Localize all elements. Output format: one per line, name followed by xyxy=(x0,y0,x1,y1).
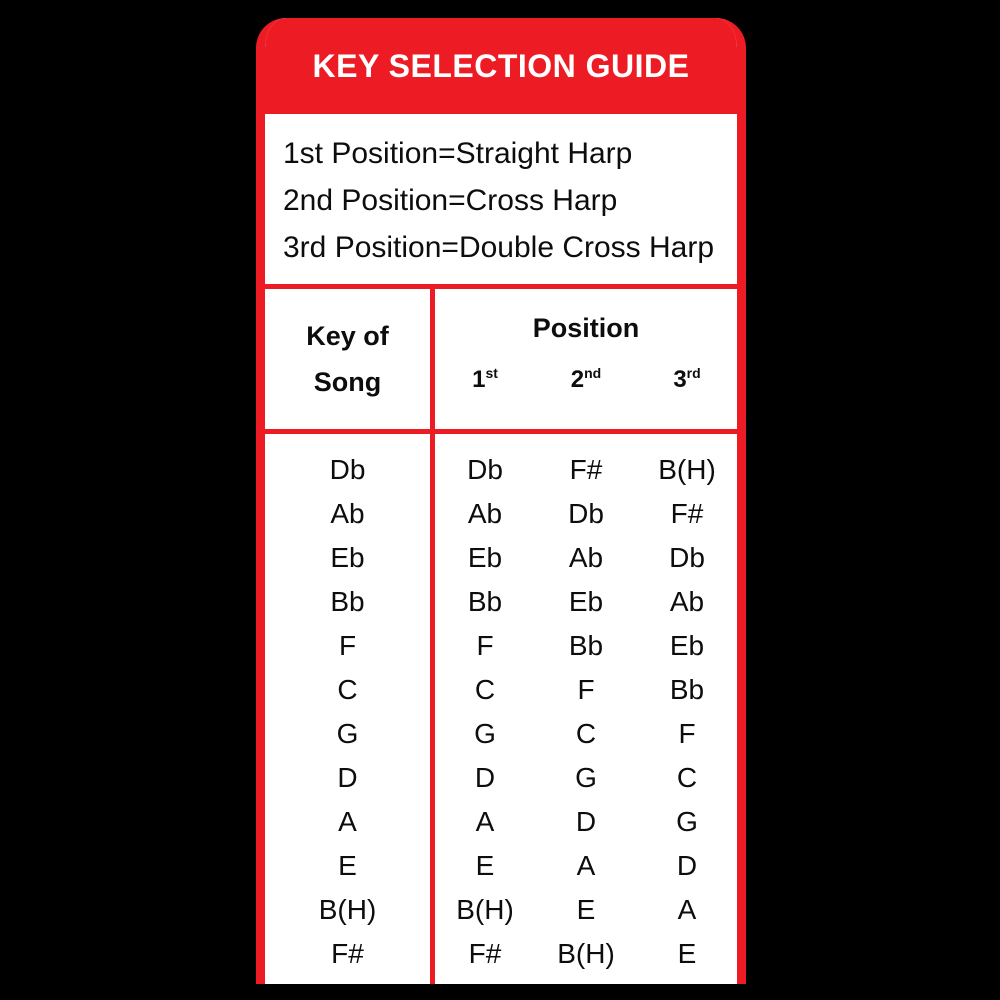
header-position-1-suffix: st xyxy=(485,365,498,381)
header-position-3-suffix: rd xyxy=(686,365,701,381)
position-1-cell: Db xyxy=(467,454,503,485)
position-3-cell: B(H) xyxy=(658,454,716,485)
header-position-2 xyxy=(536,365,636,394)
page-title: KEY SELECTION GUIDE xyxy=(312,47,690,84)
header-position-3 xyxy=(637,365,737,394)
position-2-cell: B(H) xyxy=(557,938,615,969)
header-position-2-number: 2 xyxy=(570,366,585,393)
key-cell: E xyxy=(338,850,357,881)
key-cell: C xyxy=(337,674,358,705)
column-position-3 xyxy=(637,448,737,976)
position-1-cell: G xyxy=(474,718,496,749)
position-2-cell: Ab xyxy=(568,542,604,573)
position-1-cell: C xyxy=(474,674,496,705)
header-song: Song xyxy=(313,367,382,397)
key-cell: F xyxy=(338,630,357,661)
position-1-cell: Ab xyxy=(467,498,503,529)
key-cell: D xyxy=(337,762,358,793)
key-cell: Ab xyxy=(330,498,365,529)
position-2-cell: A xyxy=(576,850,596,881)
position-1-cell: B(H) xyxy=(456,894,514,925)
legend-line-3: 3rd Position=Double Cross Harp xyxy=(283,231,715,264)
position-2-cell: F# xyxy=(569,454,603,485)
position-3-cell: F xyxy=(678,718,696,749)
table-header-row xyxy=(265,289,737,429)
position-3-cell: F# xyxy=(670,498,704,529)
key-cell: G xyxy=(336,718,359,749)
key-cell: Db xyxy=(329,454,366,485)
legend-line-2: 2nd Position=Cross Harp xyxy=(283,184,618,217)
key-cell: Bb xyxy=(330,586,365,617)
position-1-cell: A xyxy=(475,806,495,837)
position-2-cell: D xyxy=(575,806,597,837)
key-cell: Eb xyxy=(330,542,365,573)
column-position-1 xyxy=(435,448,535,976)
table-body xyxy=(265,434,737,984)
header-position-3-number: 3 xyxy=(673,366,687,393)
header-key-of-song xyxy=(265,289,430,429)
position-3-cell: D xyxy=(676,850,698,881)
position-3-cell: G xyxy=(676,806,698,837)
header-key-of: Key of xyxy=(306,321,389,351)
header-position-2-suffix: nd xyxy=(584,365,602,381)
position-2-cell: E xyxy=(576,894,596,925)
key-cell: A xyxy=(338,806,357,837)
position-1-cell: Bb xyxy=(467,586,503,617)
column-position-2 xyxy=(536,448,636,976)
key-selection-guide-card xyxy=(256,18,746,984)
position-2-cell: Db xyxy=(568,498,604,529)
position-3-cell: E xyxy=(677,938,697,969)
position-2-cell: C xyxy=(575,718,597,749)
header-position-group xyxy=(435,289,737,429)
position-3-cell: Bb xyxy=(669,674,705,705)
position-3-cell: A xyxy=(677,894,697,925)
position-1-cell: Eb xyxy=(467,542,503,573)
key-cell: F# xyxy=(331,938,364,969)
position-1-cell: E xyxy=(475,850,495,881)
title-bar xyxy=(256,18,746,114)
position-legend xyxy=(265,114,737,284)
position-3-cell: Db xyxy=(669,542,705,573)
position-3-cell: Eb xyxy=(669,630,705,661)
position-2-cell: G xyxy=(575,762,597,793)
legend-line-1: 1st Position=Straight Harp xyxy=(283,137,633,170)
position-2-cell: F xyxy=(577,674,595,705)
position-3-cell: Ab xyxy=(669,586,705,617)
position-2-cell: Eb xyxy=(568,586,604,617)
position-1-cell: F# xyxy=(468,938,502,969)
position-2-cell: Bb xyxy=(568,630,604,661)
header-position-1 xyxy=(435,365,535,394)
position-1-cell: F xyxy=(476,630,494,661)
position-3-cell: C xyxy=(676,762,698,793)
position-1-cell: D xyxy=(474,762,496,793)
header-position: Position xyxy=(532,313,640,343)
header-position-1-number: 1 xyxy=(472,366,486,393)
column-key-of-song xyxy=(265,448,430,976)
key-cell: B(H) xyxy=(318,894,377,925)
